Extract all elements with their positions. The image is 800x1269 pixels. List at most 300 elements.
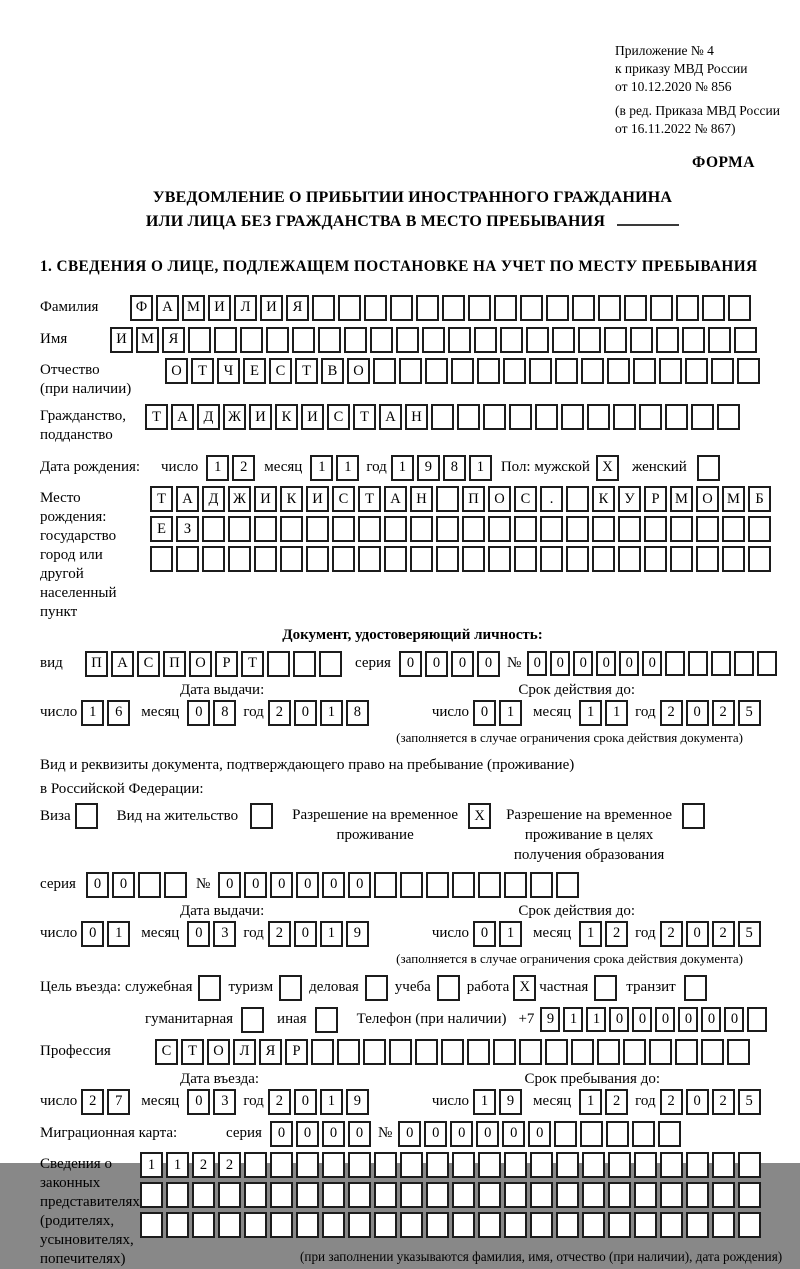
- citizenship-cell[interactable]: [717, 404, 740, 430]
- residence-doc-number-cell[interactable]: [400, 872, 423, 898]
- patronymic-cell[interactable]: [425, 358, 448, 384]
- given-name-cell[interactable]: [188, 327, 211, 353]
- patronymic-cell[interactable]: С: [269, 358, 292, 384]
- profession-cell[interactable]: [571, 1039, 594, 1065]
- representative-cell[interactable]: [608, 1212, 631, 1238]
- representative-cell[interactable]: [608, 1152, 631, 1178]
- representative-cell[interactable]: [686, 1212, 709, 1238]
- identity-expiry-year-cell[interactable]: 2: [712, 700, 735, 726]
- migration-card-number-cell[interactable]: 0: [450, 1121, 473, 1147]
- representative-cell[interactable]: [400, 1182, 423, 1208]
- birth-place-cell[interactable]: О: [488, 486, 511, 512]
- residence-expiry-month-cell[interactable]: 1: [579, 921, 602, 947]
- residence-expiry-day-cell[interactable]: 1: [499, 921, 522, 947]
- birth-place-cell[interactable]: [696, 546, 719, 572]
- representative-cell[interactable]: [686, 1152, 709, 1178]
- identity-doc-number-cell[interactable]: [688, 651, 708, 676]
- migration-card-number-cell[interactable]: 0: [424, 1121, 447, 1147]
- representative-cell[interactable]: [478, 1182, 501, 1208]
- surname-cell[interactable]: [676, 295, 699, 321]
- birth-place-cell[interactable]: [618, 546, 641, 572]
- residence-issue-month-cell[interactable]: 0: [187, 921, 210, 947]
- birth-place-cell[interactable]: [462, 516, 485, 542]
- birth-place-cell[interactable]: Р: [644, 486, 667, 512]
- representative-cell[interactable]: [192, 1182, 215, 1208]
- birth-place-cell[interactable]: [254, 546, 277, 572]
- profession-cell[interactable]: [623, 1039, 646, 1065]
- given-name-cell[interactable]: [578, 327, 601, 353]
- birth-place-cell[interactable]: [202, 546, 225, 572]
- entry-year-cell[interactable]: 1: [320, 1089, 343, 1115]
- profession-cell[interactable]: [649, 1039, 672, 1065]
- residence-doc-number-cell[interactable]: [452, 872, 475, 898]
- birth-place-cell[interactable]: О: [696, 486, 719, 512]
- surname-cell[interactable]: А: [156, 295, 179, 321]
- profession-cell[interactable]: [337, 1039, 360, 1065]
- representative-cell[interactable]: [218, 1212, 241, 1238]
- patronymic-cell[interactable]: Т: [295, 358, 318, 384]
- identity-doc-kind-cell[interactable]: А: [111, 651, 134, 677]
- entry-year-cell[interactable]: 0: [294, 1089, 317, 1115]
- representative-cell[interactable]: [296, 1212, 319, 1238]
- identity-doc-number-cell[interactable]: [711, 651, 731, 676]
- birth-place-cell[interactable]: [748, 546, 771, 572]
- given-name-cell[interactable]: [526, 327, 549, 353]
- given-name-cell[interactable]: [214, 327, 237, 353]
- birth-year-cell[interactable]: 1: [469, 455, 492, 481]
- representative-cell[interactable]: [686, 1182, 709, 1208]
- birth-place-cell[interactable]: [670, 516, 693, 542]
- residence-doc-series-cell[interactable]: 0: [112, 872, 135, 898]
- identity-expiry-day-cell[interactable]: 0: [473, 700, 496, 726]
- birth-year-cell[interactable]: 9: [417, 455, 440, 481]
- patronymic-cell[interactable]: [581, 358, 604, 384]
- representative-cell[interactable]: [374, 1182, 397, 1208]
- citizenship-cell[interactable]: А: [171, 404, 194, 430]
- patronymic-cell[interactable]: В: [321, 358, 344, 384]
- identity-doc-series-cell[interactable]: 0: [425, 651, 448, 677]
- identity-doc-kind-cell[interactable]: П: [163, 651, 186, 677]
- birth-place-cell[interactable]: [722, 546, 745, 572]
- patronymic-cell[interactable]: О: [165, 358, 188, 384]
- stay-year-cell[interactable]: 5: [738, 1089, 761, 1115]
- identity-issue-day-cell[interactable]: 6: [107, 700, 130, 726]
- identity-issue-year-cell[interactable]: 0: [294, 700, 317, 726]
- stay-month-cell[interactable]: 1: [579, 1089, 602, 1115]
- entry-month-cell[interactable]: 3: [213, 1089, 236, 1115]
- residence-doc-number-cell[interactable]: [478, 872, 501, 898]
- phone-digit-cell[interactable]: [747, 1007, 767, 1032]
- surname-cell[interactable]: И: [260, 295, 283, 321]
- residence-doc-series-cell[interactable]: 0: [86, 872, 109, 898]
- given-name-cell[interactable]: [474, 327, 497, 353]
- birth-place-cell[interactable]: .: [540, 486, 563, 512]
- birth-place-cell[interactable]: Ж: [228, 486, 251, 512]
- representative-cell[interactable]: [556, 1152, 579, 1178]
- representative-cell[interactable]: [322, 1212, 345, 1238]
- representative-cell[interactable]: [478, 1212, 501, 1238]
- citizenship-cell[interactable]: [691, 404, 714, 430]
- profession-cell[interactable]: [545, 1039, 568, 1065]
- profession-cell[interactable]: [701, 1039, 724, 1065]
- identity-doc-number-cell[interactable]: 0: [642, 651, 662, 676]
- patronymic-cell[interactable]: Т: [191, 358, 214, 384]
- residence-doc-number-cell[interactable]: 0: [322, 872, 345, 898]
- citizenship-cell[interactable]: К: [275, 404, 298, 430]
- given-name-cell[interactable]: [682, 327, 705, 353]
- patronymic-cell[interactable]: [373, 358, 396, 384]
- stay-year-cell[interactable]: 2: [660, 1089, 683, 1115]
- birth-place-cell[interactable]: [592, 546, 615, 572]
- birth-place-cell[interactable]: Н: [410, 486, 433, 512]
- migration-card-number-cell[interactable]: [658, 1121, 681, 1147]
- migration-card-number-cell[interactable]: [606, 1121, 629, 1147]
- patronymic-cell[interactable]: О: [347, 358, 370, 384]
- given-name-cell[interactable]: [318, 327, 341, 353]
- profession-cell[interactable]: [675, 1039, 698, 1065]
- birth-year-cell[interactable]: 8: [443, 455, 466, 481]
- surname-cell[interactable]: [546, 295, 569, 321]
- surname-cell[interactable]: [598, 295, 621, 321]
- birth-place-cell[interactable]: Т: [358, 486, 381, 512]
- representative-cell[interactable]: [192, 1212, 215, 1238]
- residence-expiry-year-cell[interactable]: 0: [686, 921, 709, 947]
- migration-card-number-cell[interactable]: [554, 1121, 577, 1147]
- identity-doc-number-cell[interactable]: 0: [573, 651, 593, 676]
- representative-cell[interactable]: [712, 1152, 735, 1178]
- migration-card-number-cell[interactable]: [580, 1121, 603, 1147]
- profession-cell[interactable]: [441, 1039, 464, 1065]
- profession-cell[interactable]: О: [207, 1039, 230, 1065]
- residence-doc-number-cell[interactable]: [556, 872, 579, 898]
- representative-cell[interactable]: [712, 1212, 735, 1238]
- identity-issue-day-cell[interactable]: 1: [81, 700, 104, 726]
- profession-cell[interactable]: Т: [181, 1039, 204, 1065]
- profession-cell[interactable]: [597, 1039, 620, 1065]
- surname-cell[interactable]: Ф: [130, 295, 153, 321]
- identity-doc-number-cell[interactable]: [757, 651, 777, 676]
- birth-place-cell[interactable]: [280, 546, 303, 572]
- identity-doc-kind-cell[interactable]: С: [137, 651, 160, 677]
- profession-cell[interactable]: [311, 1039, 334, 1065]
- representative-cell[interactable]: [712, 1182, 735, 1208]
- identity-doc-kind-cell[interactable]: [319, 651, 342, 677]
- phone-digit-cell[interactable]: 0: [632, 1007, 652, 1032]
- representative-cell[interactable]: [374, 1212, 397, 1238]
- birth-place-cell[interactable]: [436, 516, 459, 542]
- citizenship-cell[interactable]: [561, 404, 584, 430]
- surname-cell[interactable]: [442, 295, 465, 321]
- patronymic-cell[interactable]: [633, 358, 656, 384]
- entry-day-cell[interactable]: 2: [81, 1089, 104, 1115]
- temp-edu-permit-checkbox[interactable]: [682, 803, 705, 829]
- purpose-transit-checkbox[interactable]: [684, 975, 707, 1001]
- given-name-cell[interactable]: [500, 327, 523, 353]
- given-name-cell[interactable]: Я: [162, 327, 185, 353]
- identity-doc-number-cell[interactable]: [665, 651, 685, 676]
- identity-doc-number-cell[interactable]: 0: [527, 651, 547, 676]
- entry-year-cell[interactable]: 2: [268, 1089, 291, 1115]
- birth-place-cell[interactable]: [566, 486, 589, 512]
- surname-cell[interactable]: [494, 295, 517, 321]
- representative-cell[interactable]: [452, 1182, 475, 1208]
- birth-place-cell[interactable]: [436, 546, 459, 572]
- surname-cell[interactable]: [364, 295, 387, 321]
- migration-card-series-cell[interactable]: 0: [270, 1121, 293, 1147]
- patronymic-cell[interactable]: [555, 358, 578, 384]
- profession-cell[interactable]: [415, 1039, 438, 1065]
- birth-place-cell[interactable]: [566, 516, 589, 542]
- representative-cell[interactable]: [660, 1152, 683, 1178]
- birth-place-cell[interactable]: А: [384, 486, 407, 512]
- given-name-cell[interactable]: [656, 327, 679, 353]
- given-name-cell[interactable]: [630, 327, 653, 353]
- profession-cell[interactable]: [727, 1039, 750, 1065]
- representative-cell[interactable]: [634, 1212, 657, 1238]
- given-name-cell[interactable]: М: [136, 327, 159, 353]
- representative-cell[interactable]: [270, 1152, 293, 1178]
- female-checkbox[interactable]: [697, 455, 720, 481]
- given-name-cell[interactable]: [370, 327, 393, 353]
- patronymic-cell[interactable]: [477, 358, 500, 384]
- residence-doc-number-cell[interactable]: [374, 872, 397, 898]
- profession-cell[interactable]: Л: [233, 1039, 256, 1065]
- residence-issue-year-cell[interactable]: 1: [320, 921, 343, 947]
- birth-place-cell[interactable]: [332, 546, 355, 572]
- citizenship-cell[interactable]: [483, 404, 506, 430]
- profession-cell[interactable]: [363, 1039, 386, 1065]
- residence-expiry-day-cell[interactable]: 0: [473, 921, 496, 947]
- migration-card-series-cell[interactable]: 0: [296, 1121, 319, 1147]
- patronymic-cell[interactable]: [711, 358, 734, 384]
- residence-issue-year-cell[interactable]: 0: [294, 921, 317, 947]
- identity-doc-kind-cell[interactable]: П: [85, 651, 108, 677]
- given-name-cell[interactable]: [396, 327, 419, 353]
- surname-cell[interactable]: Я: [286, 295, 309, 321]
- phone-digit-cell[interactable]: 0: [655, 1007, 675, 1032]
- citizenship-cell[interactable]: И: [249, 404, 272, 430]
- birth-place-cell[interactable]: [202, 516, 225, 542]
- birth-place-cell[interactable]: [592, 516, 615, 542]
- birth-place-cell[interactable]: [566, 546, 589, 572]
- birth-place-cell[interactable]: [644, 516, 667, 542]
- patronymic-cell[interactable]: [737, 358, 760, 384]
- purpose-work-checkbox[interactable]: X: [513, 975, 536, 1001]
- birth-place-cell[interactable]: [150, 546, 173, 572]
- identity-expiry-month-cell[interactable]: 1: [605, 700, 628, 726]
- given-name-cell[interactable]: [422, 327, 445, 353]
- representative-cell[interactable]: [582, 1182, 605, 1208]
- representative-cell[interactable]: [296, 1182, 319, 1208]
- migration-card-number-cell[interactable]: 0: [502, 1121, 525, 1147]
- residence-doc-series-cell[interactable]: [138, 872, 161, 898]
- surname-cell[interactable]: М: [182, 295, 205, 321]
- birth-place-cell[interactable]: [488, 546, 511, 572]
- representative-cell[interactable]: [504, 1152, 527, 1178]
- residence-issue-day-cell[interactable]: 1: [107, 921, 130, 947]
- birth-day-cell[interactable]: 2: [232, 455, 255, 481]
- identity-expiry-year-cell[interactable]: 2: [660, 700, 683, 726]
- surname-cell[interactable]: [572, 295, 595, 321]
- identity-doc-series-cell[interactable]: 0: [477, 651, 500, 677]
- representative-cell[interactable]: [166, 1212, 189, 1238]
- given-name-cell[interactable]: [448, 327, 471, 353]
- visa-checkbox[interactable]: [75, 803, 98, 829]
- stay-day-cell[interactable]: 9: [499, 1089, 522, 1115]
- entry-month-cell[interactable]: 0: [187, 1089, 210, 1115]
- representative-cell[interactable]: [218, 1182, 241, 1208]
- given-name-cell[interactable]: [734, 327, 757, 353]
- patronymic-cell[interactable]: [607, 358, 630, 384]
- entry-day-cell[interactable]: 7: [107, 1089, 130, 1115]
- stay-year-cell[interactable]: 0: [686, 1089, 709, 1115]
- patronymic-cell[interactable]: [685, 358, 708, 384]
- phone-digit-cell[interactable]: 0: [701, 1007, 721, 1032]
- representative-cell[interactable]: [478, 1152, 501, 1178]
- birth-place-cell[interactable]: З: [176, 516, 199, 542]
- birth-place-cell[interactable]: [410, 546, 433, 572]
- migration-card-series-cell[interactable]: 0: [322, 1121, 345, 1147]
- residence-permit-checkbox[interactable]: [250, 803, 273, 829]
- representative-cell[interactable]: [738, 1182, 761, 1208]
- purpose-study-checkbox[interactable]: [437, 975, 460, 1001]
- residence-issue-month-cell[interactable]: 3: [213, 921, 236, 947]
- migration-card-number-cell[interactable]: 0: [528, 1121, 551, 1147]
- representative-cell[interactable]: [166, 1182, 189, 1208]
- surname-cell[interactable]: [312, 295, 335, 321]
- surname-cell[interactable]: [338, 295, 361, 321]
- identity-doc-number-cell[interactable]: 0: [596, 651, 616, 676]
- phone-digit-cell[interactable]: 1: [563, 1007, 583, 1032]
- representative-cell[interactable]: [426, 1152, 449, 1178]
- identity-doc-kind-cell[interactable]: Р: [215, 651, 238, 677]
- birth-place-cell[interactable]: [488, 516, 511, 542]
- residence-issue-day-cell[interactable]: 0: [81, 921, 104, 947]
- birth-place-cell[interactable]: [514, 546, 537, 572]
- identity-issue-year-cell[interactable]: 1: [320, 700, 343, 726]
- residence-issue-year-cell[interactable]: 2: [268, 921, 291, 947]
- identity-doc-number-cell[interactable]: [734, 651, 754, 676]
- birth-place-cell[interactable]: М: [670, 486, 693, 512]
- representative-cell[interactable]: [244, 1152, 267, 1178]
- citizenship-cell[interactable]: [613, 404, 636, 430]
- identity-expiry-year-cell[interactable]: 0: [686, 700, 709, 726]
- representative-cell[interactable]: [738, 1212, 761, 1238]
- birth-place-cell[interactable]: Д: [202, 486, 225, 512]
- birth-place-cell[interactable]: [618, 516, 641, 542]
- birth-place-cell[interactable]: [670, 546, 693, 572]
- profession-cell[interactable]: [467, 1039, 490, 1065]
- birth-place-cell[interactable]: [332, 516, 355, 542]
- identity-doc-kind-cell[interactable]: О: [189, 651, 212, 677]
- citizenship-cell[interactable]: И: [301, 404, 324, 430]
- birth-place-cell[interactable]: [228, 516, 251, 542]
- representative-cell[interactable]: [582, 1152, 605, 1178]
- birth-place-cell[interactable]: [644, 546, 667, 572]
- migration-card-number-cell[interactable]: 0: [476, 1121, 499, 1147]
- representative-cell[interactable]: [270, 1182, 293, 1208]
- migration-card-number-cell[interactable]: [632, 1121, 655, 1147]
- given-name-cell[interactable]: [266, 327, 289, 353]
- purpose-tourism-checkbox[interactable]: [279, 975, 302, 1001]
- birth-place-cell[interactable]: К: [592, 486, 615, 512]
- patronymic-cell[interactable]: [451, 358, 474, 384]
- profession-cell[interactable]: С: [155, 1039, 178, 1065]
- surname-cell[interactable]: [390, 295, 413, 321]
- birth-place-cell[interactable]: У: [618, 486, 641, 512]
- residence-doc-number-cell[interactable]: 0: [296, 872, 319, 898]
- residence-doc-number-cell[interactable]: 0: [218, 872, 241, 898]
- identity-issue-year-cell[interactable]: 8: [346, 700, 369, 726]
- patronymic-cell[interactable]: [659, 358, 682, 384]
- surname-cell[interactable]: [416, 295, 439, 321]
- identity-expiry-day-cell[interactable]: 1: [499, 700, 522, 726]
- representative-cell[interactable]: [556, 1182, 579, 1208]
- representative-cell[interactable]: [426, 1212, 449, 1238]
- representative-cell[interactable]: [296, 1152, 319, 1178]
- migration-card-series-cell[interactable]: 0: [348, 1121, 371, 1147]
- residence-expiry-year-cell[interactable]: 2: [712, 921, 735, 947]
- birth-place-cell[interactable]: Б: [748, 486, 771, 512]
- given-name-cell[interactable]: [240, 327, 263, 353]
- residence-doc-number-cell[interactable]: [504, 872, 527, 898]
- patronymic-cell[interactable]: Е: [243, 358, 266, 384]
- temp-residence-permit-checkbox[interactable]: X: [468, 803, 491, 829]
- citizenship-cell[interactable]: [587, 404, 610, 430]
- identity-doc-series-cell[interactable]: 0: [451, 651, 474, 677]
- representative-cell[interactable]: [452, 1212, 475, 1238]
- phone-digit-cell[interactable]: 0: [678, 1007, 698, 1032]
- birth-place-cell[interactable]: [228, 546, 251, 572]
- citizenship-cell[interactable]: [535, 404, 558, 430]
- birth-place-cell[interactable]: [540, 516, 563, 542]
- representative-cell[interactable]: 2: [218, 1152, 241, 1178]
- given-name-cell[interactable]: И: [110, 327, 133, 353]
- birth-place-cell[interactable]: [358, 516, 381, 542]
- representative-cell[interactable]: [244, 1212, 267, 1238]
- representative-cell[interactable]: [504, 1212, 527, 1238]
- identity-issue-month-cell[interactable]: 0: [187, 700, 210, 726]
- representative-cell[interactable]: [556, 1212, 579, 1238]
- birth-place-cell[interactable]: С: [332, 486, 355, 512]
- given-name-cell[interactable]: [344, 327, 367, 353]
- patronymic-cell[interactable]: Ч: [217, 358, 240, 384]
- residence-doc-number-cell[interactable]: 0: [244, 872, 267, 898]
- stay-day-cell[interactable]: 1: [473, 1089, 496, 1115]
- representative-cell[interactable]: [738, 1152, 761, 1178]
- birth-month-cell[interactable]: 1: [336, 455, 359, 481]
- birth-place-cell[interactable]: [384, 516, 407, 542]
- identity-doc-kind-cell[interactable]: Т: [241, 651, 264, 677]
- birth-place-cell[interactable]: К: [280, 486, 303, 512]
- identity-expiry-month-cell[interactable]: 1: [579, 700, 602, 726]
- identity-doc-number-cell[interactable]: 0: [619, 651, 639, 676]
- profession-cell[interactable]: [493, 1039, 516, 1065]
- representative-cell[interactable]: [348, 1212, 371, 1238]
- birth-place-cell[interactable]: [722, 516, 745, 542]
- representative-cell[interactable]: [400, 1152, 423, 1178]
- birth-day-cell[interactable]: 1: [206, 455, 229, 481]
- representative-cell[interactable]: [400, 1212, 423, 1238]
- representative-cell[interactable]: [140, 1182, 163, 1208]
- male-checkbox[interactable]: X: [596, 455, 619, 481]
- citizenship-cell[interactable]: [431, 404, 454, 430]
- representative-cell[interactable]: [608, 1182, 631, 1208]
- phone-digit-cell[interactable]: 1: [586, 1007, 606, 1032]
- profession-cell[interactable]: [519, 1039, 542, 1065]
- birth-place-cell[interactable]: А: [176, 486, 199, 512]
- residence-doc-series-cell[interactable]: [164, 872, 187, 898]
